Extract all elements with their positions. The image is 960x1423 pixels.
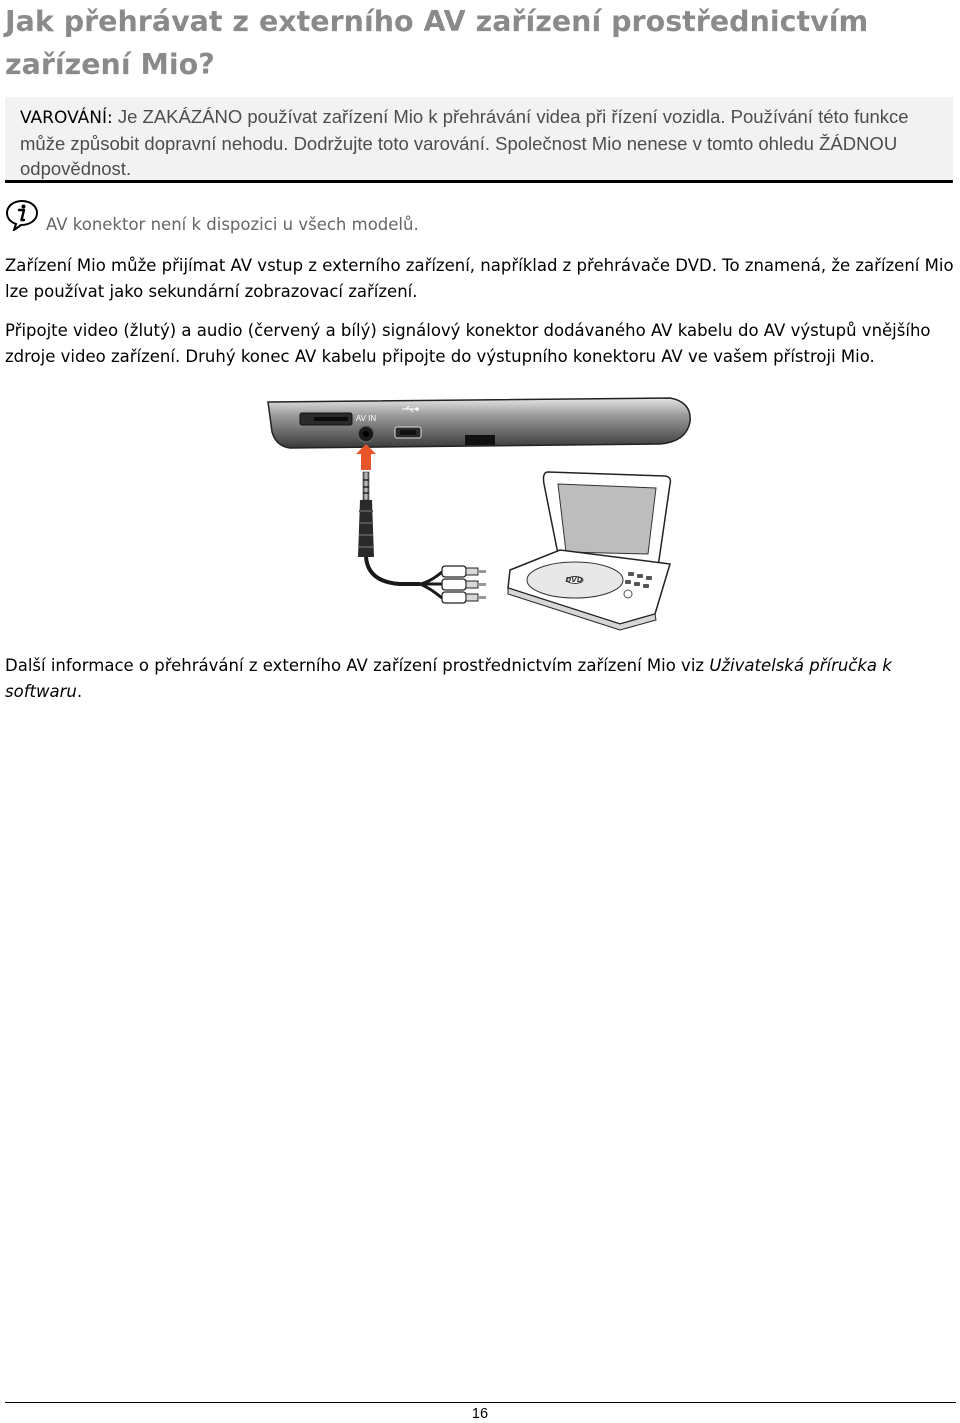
portable-dvd-player (508, 472, 670, 630)
paragraph-intro: Zařízení Mio může přijímat AV vstup z externího zařízení, například z přehrávače DVD. To znamená, že zařízení Mio lze používat jako sekundární zobrazovací zařízení. (5, 256, 954, 301)
mio-device (268, 398, 690, 448)
warning-body: Je ZAKÁZÁNO používat zařízení Mio k přehrávání videa při řízení vozidla. Používání této funkce může způsobit dopravní nehodu. Dodržujte toto varování. Společnost Mio nenese v tomto ohledu ŽÁDNOU odpovědnost. (20, 106, 909, 179)
more-info-text: Další informace o přehrávání z externího AV zařízení prostřednictvím zařízení Mio viz (5, 656, 710, 675)
more-info-suffix: . (76, 681, 83, 701)
dvd-label: DVD (565, 576, 583, 584)
software-manual-reference: Uživatelská příručka k softwaru (5, 656, 892, 701)
rca-plugs (442, 566, 486, 603)
info-note-icon (5, 199, 39, 231)
paragraph-more-info (5, 653, 955, 704)
warning-text (20, 104, 945, 181)
av-plug (358, 472, 374, 557)
paragraph-instructions: Připojte video (žlutý) a audio (červený a bílý) signálový konektor dodávaného AV kabelu do AV výstupů vnějšího zdroje video zařízení. Druhý konec AV kabelu připojte do výstupního konektoru AV ve vašem přístroji Mio. (5, 321, 931, 366)
av-in-label: AV IN (355, 414, 377, 423)
note-text: AV konektor není k dispozici u všech modelů. (46, 215, 419, 234)
warning-box (5, 97, 953, 183)
footer-divider (5, 1402, 956, 1403)
page-number: 16 (471, 1406, 489, 1422)
page-title: Jak přehrávat z externího AV zařízení prostřednictvím zařízení Mio? (5, 5, 869, 81)
av-connection-illustration (260, 392, 700, 632)
warning-label: VAROVÁNÍ: (20, 108, 113, 128)
